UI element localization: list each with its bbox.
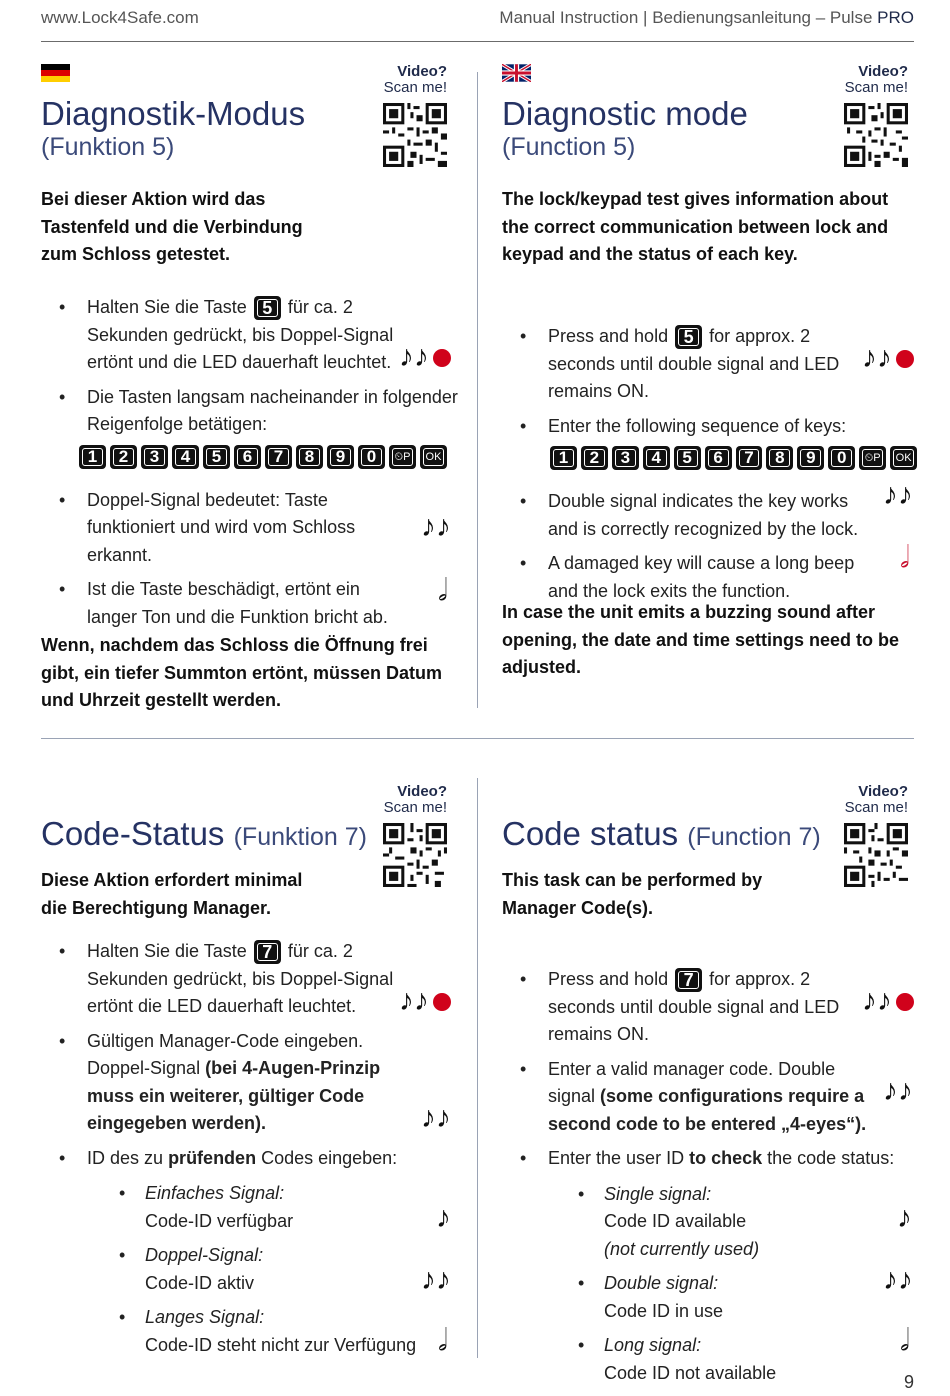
instruction-text: the code status:	[767, 1148, 895, 1168]
key-5-icon: 5	[254, 296, 281, 320]
double-signal-icon: ♪♪	[883, 478, 913, 511]
title-text: Code-Status	[41, 815, 225, 852]
title-subtitle: (Function 7)	[687, 823, 821, 851]
video-label: Video?	[397, 783, 447, 800]
key-sequence	[79, 445, 466, 469]
signal-title: Doppel-Signal:	[145, 1245, 264, 1265]
signal-list	[97, 1180, 466, 1359]
instruction-text: Halten Sie die Taste	[87, 941, 247, 961]
scan-me-label: Scan me!	[844, 79, 908, 96]
title-subtitle: (Funktion 7)	[233, 823, 367, 851]
key-icon: 1	[550, 446, 577, 470]
long-signal-icon: 𝅗𝅥	[900, 1324, 910, 1357]
key-5-icon: 5	[675, 325, 702, 349]
section-title-en-code-status	[502, 815, 821, 853]
instruction-text: A damaged key will cause a long beep and the lock exits the function.	[548, 553, 855, 601]
key-icon: 6	[234, 445, 261, 469]
double-signal-icon: ♪♪	[421, 510, 451, 543]
list-item	[502, 413, 917, 471]
list-item	[502, 550, 917, 605]
signal-title: Single signal:	[604, 1183, 712, 1204]
video-scan-label	[347, 784, 447, 816]
instruction-text: Enter a valid manager code. Double signal	[548, 1058, 836, 1106]
double-signal-icon: ♪♪	[862, 984, 892, 1017]
section-title-en-diagnostic: Diagnostic mode	[502, 95, 748, 132]
led-icon	[433, 993, 451, 1011]
instruction-text: Enter the user ID	[548, 1148, 685, 1168]
list-item	[97, 1180, 466, 1235]
manual-title-bold: PRO	[877, 8, 914, 27]
page-number: 9	[903, 1372, 914, 1392]
signal-list	[556, 1181, 917, 1388]
section-divider	[41, 738, 914, 739]
clock-p-key-icon: ⏲P	[859, 446, 886, 470]
signal-desc: Code-ID aktiv	[145, 1272, 255, 1293]
instruction-text: Halten Sie die Taste	[87, 297, 247, 317]
scan-me-label: Scan me!	[383, 799, 447, 816]
intro-text: Bei dieser Aktion wird das Tastenfeld und die Verbindung zum Schloss getestet.	[41, 189, 303, 264]
video-label: Video?	[858, 63, 908, 80]
section-title-de-code-status	[41, 815, 367, 853]
double-signal-icon: ♪♪	[883, 1263, 913, 1296]
outro-text: Wenn, nachdem das Schloss die Öffnung frei gibt, ein tiefer Summton ertönt, müssen Datum und Uhrzeit gestellt werden.	[41, 635, 443, 710]
double-signal-icon: ♪♪	[883, 1074, 913, 1107]
signal-desc: Code ID in use	[604, 1300, 724, 1321]
column-divider-bottom	[477, 778, 478, 1358]
instruction-text: Ist die Taste beschädigt, ertönt ein langer Ton und die Funktion bricht ab.	[87, 579, 388, 627]
key-icon: 7	[736, 446, 763, 470]
instruction-text: Double signal indicates the key works and is correctly recognized by the lock.	[548, 491, 859, 539]
double-signal-led-icon	[862, 986, 914, 1016]
list-item	[502, 323, 917, 406]
key-icon: 4	[643, 446, 670, 470]
video-label: Video?	[397, 63, 447, 80]
signal-note: (not currently used)	[604, 1238, 760, 1259]
manual-title-text: Manual Instruction | Bedienungsanleitung – Pulse	[499, 8, 873, 27]
list-item	[556, 1270, 917, 1325]
manual-title	[499, 8, 914, 28]
key-icon: 9	[327, 445, 354, 469]
list-item	[41, 1028, 466, 1138]
column-divider-top	[477, 72, 478, 708]
list-item	[502, 966, 917, 1049]
video-scan-label	[808, 64, 908, 96]
instruction-text-bold: to check	[689, 1148, 763, 1168]
long-signal-icon: 𝅗𝅥	[900, 541, 910, 574]
list-item	[97, 1242, 466, 1297]
german-flag-icon	[41, 64, 70, 82]
long-signal-icon: 𝅗𝅥	[438, 1324, 448, 1357]
section-title-de-diagnostic: Diagnostik-Modus	[41, 95, 306, 132]
list-item	[41, 1145, 466, 1360]
key-7-icon: 7	[254, 940, 281, 964]
qr-code-icon[interactable]	[383, 823, 447, 887]
ok-key-icon: OK	[890, 446, 917, 470]
instruction-text-bold: (bei 4-Augen-Prinzip muss ein weiterer, gültiger Code eingegeben werden).	[87, 1058, 381, 1133]
list-item	[41, 384, 466, 469]
page-header	[41, 6, 914, 42]
long-signal-icon: 𝅗𝅥	[438, 574, 448, 607]
instruction-text-bold: (some configurations require a second code to be entered „4-eyes“).	[548, 1086, 867, 1134]
instruction-text: ID des zu	[87, 1147, 164, 1168]
ok-key-icon: OK	[420, 445, 447, 469]
double-signal-led-icon	[399, 986, 451, 1016]
double-signal-led-icon	[399, 342, 451, 372]
video-scan-label	[808, 784, 908, 816]
key-icon: 2	[581, 446, 608, 470]
instruction-text: Press and hold	[548, 969, 669, 989]
double-signal-icon: ♪♪	[421, 1101, 451, 1134]
double-signal-icon: ♪♪	[862, 341, 892, 374]
key-icon: 0	[828, 446, 855, 470]
clock-p-key-icon: ⏲P	[389, 445, 416, 469]
double-signal-icon: ♪♪	[399, 340, 429, 373]
instruction-text: for approx. 2 seconds until double signal and LED remains ON.	[548, 326, 840, 401]
signal-title: Double signal:	[604, 1273, 719, 1293]
double-signal-led-icon	[862, 343, 914, 373]
qr-code-icon[interactable]	[844, 823, 908, 887]
signal-desc: Code-ID verfügbar	[145, 1210, 294, 1231]
instruction-text: Codes eingeben:	[261, 1147, 398, 1168]
key-icon: 4	[172, 445, 199, 469]
key-icon: 8	[296, 445, 323, 469]
signal-desc: Code ID not available	[604, 1362, 777, 1383]
list-item	[502, 488, 917, 543]
list-item	[502, 1145, 917, 1387]
instruction-text: Gültigen Manager-Code eingeben. Doppel-Signal	[87, 1030, 364, 1078]
key-icon: 5	[203, 445, 230, 469]
instruction-text: for approx. 2 seconds until double signal and LED remains ON.	[548, 969, 840, 1044]
section-subtitle-en-diagnostic: (Function 5)	[502, 133, 636, 161]
video-label: Video?	[858, 783, 908, 800]
instruction-text: Doppel-Signal bedeutet: Taste funktioniert und wird vom Schloss erkannt.	[87, 489, 356, 565]
double-signal-icon: ♪♪	[399, 984, 429, 1017]
website-url[interactable]: www.Lock4Safe.com	[41, 8, 199, 27]
single-signal-icon: ♪	[436, 1201, 451, 1234]
key-icon: 9	[797, 446, 824, 470]
led-icon	[433, 349, 451, 367]
signal-title: Long signal:	[604, 1335, 702, 1355]
list-item	[556, 1181, 917, 1264]
list-item	[41, 576, 466, 631]
instruction-text: für ca. 2 Sekunden gedrückt, bis Doppel-Signal ertönt und die LED dauerhaft leuchtet.	[87, 297, 394, 372]
qr-code-icon[interactable]	[383, 103, 447, 167]
instruction-list	[502, 966, 917, 1394]
list-item	[556, 1332, 917, 1387]
uk-flag-icon	[502, 64, 531, 82]
signal-title: Langes Signal:	[145, 1307, 265, 1327]
outro-text: In case the unit emits a buzzing sound after opening, the date and time settings need to be adjusted.	[502, 602, 900, 677]
scan-me-label: Scan me!	[383, 79, 447, 96]
intro-text: The lock/keypad test gives information about the correct communication between lock and keypad and the status of each key.	[502, 189, 889, 264]
qr-code-icon[interactable]	[844, 103, 908, 167]
key-icon: 1	[79, 445, 106, 469]
instruction-text: Press and hold	[548, 326, 669, 346]
section-subtitle-de-diagnostic: (Funktion 5)	[41, 133, 175, 161]
key-icon: 6	[705, 446, 732, 470]
key-icon: 5	[674, 446, 701, 470]
key-sequence	[502, 446, 917, 470]
instruction-text: für ca. 2 Sekunden gedrückt, bis Doppel-Signal ertönt die LED dauerhaft leuchtet.	[87, 941, 394, 1016]
intro-text: This task can be performed by Manager Code(s).	[502, 870, 763, 918]
key-icon: 7	[265, 445, 292, 469]
key-icon: 0	[358, 445, 385, 469]
key-7-icon: 7	[675, 968, 702, 992]
scan-me-label: Scan me!	[844, 799, 908, 816]
single-signal-icon: ♪	[897, 1201, 912, 1234]
key-icon: 2	[110, 445, 137, 469]
signal-desc: Code-ID steht nicht zur Verfügung	[145, 1334, 417, 1355]
list-item	[41, 487, 466, 570]
led-icon	[896, 350, 914, 368]
video-scan-label	[347, 64, 447, 96]
key-icon: 3	[141, 445, 168, 469]
signal-desc: Code ID available	[604, 1211, 747, 1231]
led-icon	[896, 993, 914, 1011]
title-text: Code status	[502, 815, 679, 852]
instruction-text: Die Tasten langsam nacheinander in folgender Reigenfolge betätigen:	[87, 386, 458, 434]
list-item	[502, 1056, 917, 1139]
instruction-list	[502, 323, 917, 612]
intro-text: Diese Aktion erfordert minimal die Berechtigung Manager.	[41, 870, 303, 918]
instruction-text-bold: prüfenden	[168, 1147, 257, 1168]
double-signal-icon: ♪♪	[421, 1263, 451, 1296]
key-icon: 3	[612, 446, 639, 470]
list-item	[97, 1304, 466, 1359]
signal-title: Einfaches Signal:	[145, 1183, 285, 1203]
key-icon: 8	[766, 446, 793, 470]
instruction-text: Enter the following sequence of keys:	[548, 415, 847, 436]
